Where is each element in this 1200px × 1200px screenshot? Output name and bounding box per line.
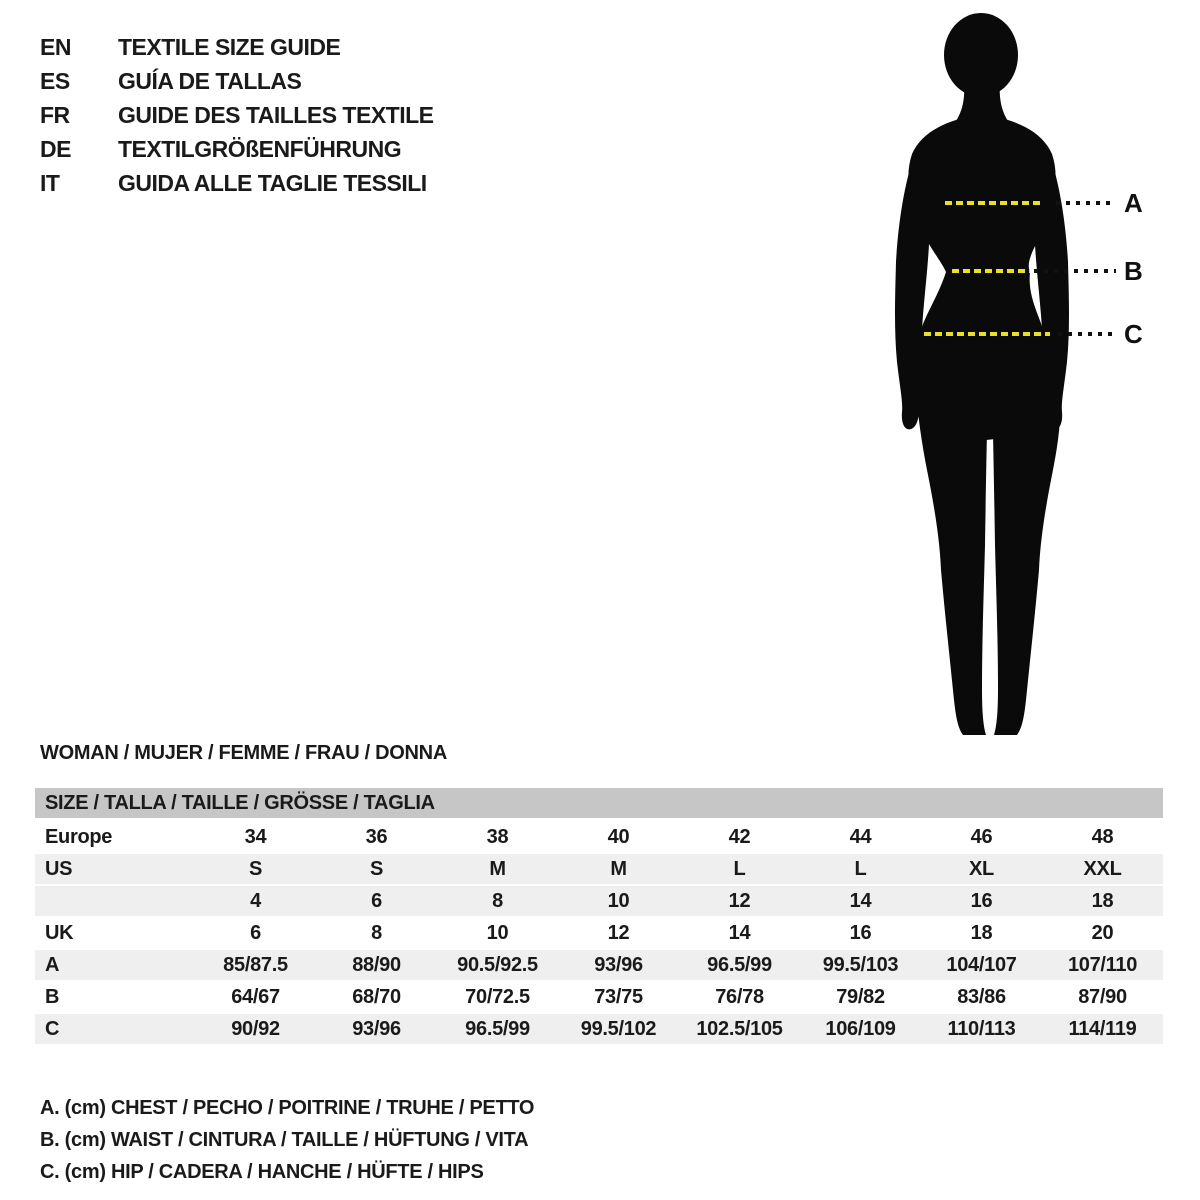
table-cell: 12 xyxy=(728,889,751,912)
legend-waist: B. (cm) WAIST / CINTURA / TAILLE / HÜFTUNG / VITA xyxy=(40,1129,529,1151)
language-row xyxy=(40,132,434,166)
table-cell: S xyxy=(248,857,263,880)
table-row xyxy=(35,822,1163,852)
table-cell: 107/110 xyxy=(1067,953,1138,976)
table-cell: 85/87.5 xyxy=(223,953,288,976)
table-cell: 88/90 xyxy=(352,953,401,976)
table-cell: 46 xyxy=(970,825,993,848)
table-cell: 96.5/99 xyxy=(707,953,772,976)
table-cell: 36 xyxy=(365,825,388,848)
table-body xyxy=(35,822,1163,1044)
table-cell: 83/86 xyxy=(957,985,1006,1008)
legend-hip: C. (cm) HIP / CADERA / HANCHE / HÜFTE / HIPS xyxy=(40,1161,484,1183)
table-cell: 6 xyxy=(371,889,382,912)
table-row xyxy=(35,950,1163,980)
table-cell: 34 xyxy=(244,825,267,848)
language-row xyxy=(40,98,434,132)
table-row-label: Europe xyxy=(45,825,113,848)
table-cell: 10 xyxy=(607,889,630,912)
table-cell: 48 xyxy=(1091,825,1114,848)
size-table-header: SIZE / TALLA / TAILLE / GRÖSSE / TAGLIA xyxy=(35,788,1163,818)
table-cell: 73/75 xyxy=(594,985,643,1008)
woman-silhouette-svg xyxy=(860,0,1200,745)
section-title: WOMAN / MUJER / FEMME / FRAU / DONNA xyxy=(40,742,447,764)
table-cell: XL xyxy=(969,857,994,880)
silhouette-right-leg xyxy=(992,335,1061,735)
table-cell: 99.5/103 xyxy=(822,953,899,976)
table-cell: L xyxy=(733,857,746,880)
table-row xyxy=(35,886,1163,916)
table-cell: 104/107 xyxy=(946,953,1017,976)
table-cell: 99.5/102 xyxy=(580,1017,657,1040)
language-code: ES xyxy=(40,67,70,94)
table-cell: 8 xyxy=(492,889,503,912)
table-cell: 8 xyxy=(371,921,382,944)
table-cell: 90.5/92.5 xyxy=(457,953,538,976)
language-row xyxy=(40,166,434,200)
language-row xyxy=(40,64,434,98)
table-row-label: C xyxy=(45,1017,60,1040)
measure-label-chest: A xyxy=(1124,188,1143,218)
table-cell: 44 xyxy=(849,825,872,848)
language-title: TEXTILE SIZE GUIDE xyxy=(118,33,341,60)
table-cell: 93/96 xyxy=(352,1017,401,1040)
table-cell: 90/92 xyxy=(231,1017,280,1040)
table-cell: 38 xyxy=(486,825,509,848)
table-cell: 16 xyxy=(849,921,872,944)
table-cell: L xyxy=(854,857,867,880)
language-title: TEXTILGRÖßENFÜHRUNG xyxy=(118,135,402,162)
language-title: GUIDE DES TAILLES TEXTILE xyxy=(118,101,434,128)
language-code: IT xyxy=(40,169,60,196)
table-cell: XXL xyxy=(1083,857,1122,880)
table-cell: 18 xyxy=(970,921,993,944)
table-cell: 4 xyxy=(250,889,261,912)
language-title: GUÍA DE TALLAS xyxy=(118,67,302,94)
table-row xyxy=(35,982,1163,1012)
table-cell: S xyxy=(369,857,384,880)
table-cell: 96.5/99 xyxy=(465,1017,530,1040)
table-cell: 87/90 xyxy=(1078,985,1127,1008)
size-figure xyxy=(860,0,1200,745)
table-row-label: B xyxy=(45,985,60,1008)
table-cell: 18 xyxy=(1091,889,1114,912)
table-cell: M xyxy=(610,857,627,880)
table-cell: 106/109 xyxy=(825,1017,896,1040)
table-row xyxy=(35,918,1163,948)
legend-chest: A. (cm) CHEST / PECHO / POITRINE / TRUHE / PETTO xyxy=(40,1097,535,1119)
language-code: EN xyxy=(40,33,71,60)
table-cell: 12 xyxy=(607,921,630,944)
table-cell: 14 xyxy=(849,889,872,912)
language-title: GUIDA ALLE TAGLIE TESSILI xyxy=(118,169,427,196)
table-cell: 110/113 xyxy=(947,1017,1016,1040)
table-cell: 93/96 xyxy=(594,953,643,976)
table-row-label: UK xyxy=(45,921,74,944)
table-cell: 79/82 xyxy=(836,985,885,1008)
table-cell: 68/70 xyxy=(352,985,401,1008)
table-row xyxy=(35,1014,1163,1044)
table-cell: 42 xyxy=(728,825,751,848)
size-table xyxy=(35,788,1163,1046)
table-cell: 20 xyxy=(1091,921,1114,944)
table-cell: 40 xyxy=(607,825,630,848)
measurement-legend xyxy=(40,1092,534,1188)
table-cell: 76/78 xyxy=(715,985,764,1008)
table-row xyxy=(35,854,1163,884)
table-cell: 6 xyxy=(250,921,261,944)
table-row-label: US xyxy=(45,857,73,880)
table-cell: 102.5/105 xyxy=(696,1017,783,1040)
language-code: DE xyxy=(40,135,71,162)
table-cell: 16 xyxy=(970,889,993,912)
language-row xyxy=(40,30,434,64)
measure-label-hip: C xyxy=(1124,319,1143,349)
measure-label-waist: B xyxy=(1124,256,1143,286)
table-cell: 10 xyxy=(486,921,509,944)
table-row-label: A xyxy=(45,953,60,976)
table-cell: 70/72.5 xyxy=(465,985,530,1008)
silhouette-left-leg xyxy=(915,335,988,735)
table-cell: 114/119 xyxy=(1068,1017,1137,1040)
language-code: FR xyxy=(40,101,70,128)
table-cell: 64/67 xyxy=(231,985,280,1008)
language-list xyxy=(40,30,434,200)
table-cell: M xyxy=(489,857,506,880)
table-cell: 14 xyxy=(728,921,751,944)
